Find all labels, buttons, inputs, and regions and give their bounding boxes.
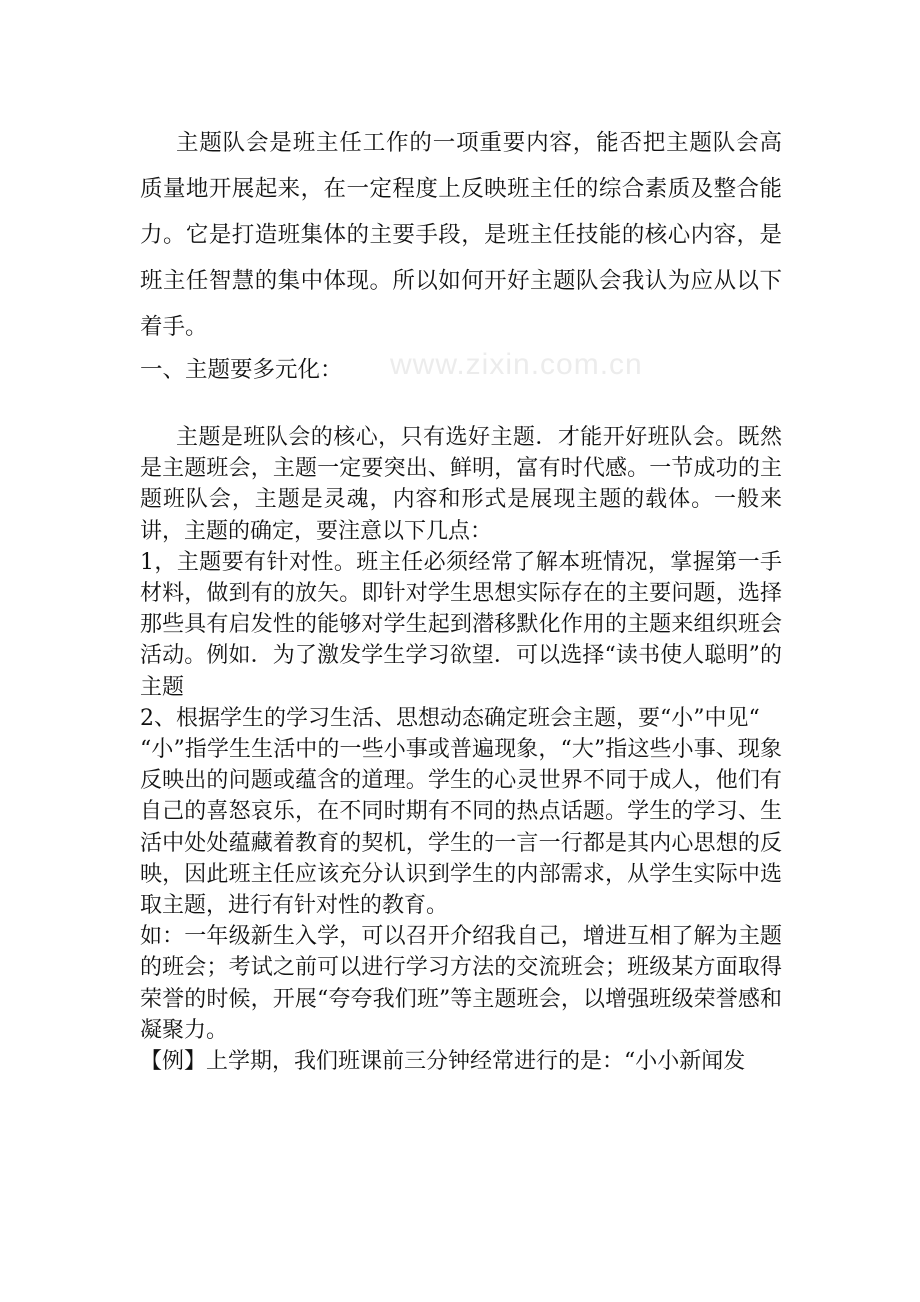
section-heading: 一、主题要多元化：: [140, 357, 343, 383]
body-text: [140, 422, 782, 1077]
paragraph-examples: 如：一年级新生入学，可以召开介绍我自己，增进互相了解为主题的班会；考试之前可以进行学习方法的交流班会；班级某方面取得荣誉的时候，开展“夸夸我们班”等主题班会，以增强班级荣誉感和凝聚力。: [140, 924, 782, 1043]
paragraph-point-2: 2、根据学生的学习生活、思想动态确定班会主题，要“小”中见“: [140, 705, 760, 731]
paragraph-small-big: “小”指学生生活中的一些小事或普遍现象，“大”指这些小事、现象反映出的问题或蕴含的道理。学生的心灵世界不同于成人，他们有自己的喜怒哀乐，在不同时期有不同的热点话题。学生的学习、生活中处处蕴藏着教育的契机，学生的一言一行都是其内心思想的反映，因此班主任应该充分认识到学生的内部需求，从学生实际中选取主题，进行有针对性的教育。: [140, 737, 782, 919]
paragraph-point-1: 1，主题要有针对性。班主任必须经常了解本班情况，掌握第一手材料，做到有的放矢。即针对学生思想实际存在的主要问题，选择那些具有启发性的能够对学生起到潜移默化作用的主题来组织班会活动。例如．为了激发学生学习欲望．可以选择“读书使人聪明”的主题: [140, 549, 782, 700]
paragraph-theme-core: 主题是班队会的核心，只有选好主题．才能开好班队会。既然是主题班会，主题一定要突出、鲜明，富有时代感。一节成功的主题班队会，主题是灵魂，内容和形式是展现主题的载体。一般来讲，主题的确定，要注意以下几点：: [140, 425, 782, 544]
paragraph-case-example: 【例】上学期，我们班课前三分钟经常进行的是：“小小新闻发: [140, 1049, 746, 1075]
intro-paragraph: 主题队会是班主任工作的一项重要内容，能否把主题队会高质量地开展起来，在一定程度上反映班主任的综合素质及整合能力。它是打造班集体的主要手段，是班主任技能的核心内容，是班主任智慧的集中体现。所以如何开好主题队会我认为应从以下着手。: [140, 130, 782, 340]
watermark: www.zixin.com.cn: [390, 348, 643, 381]
